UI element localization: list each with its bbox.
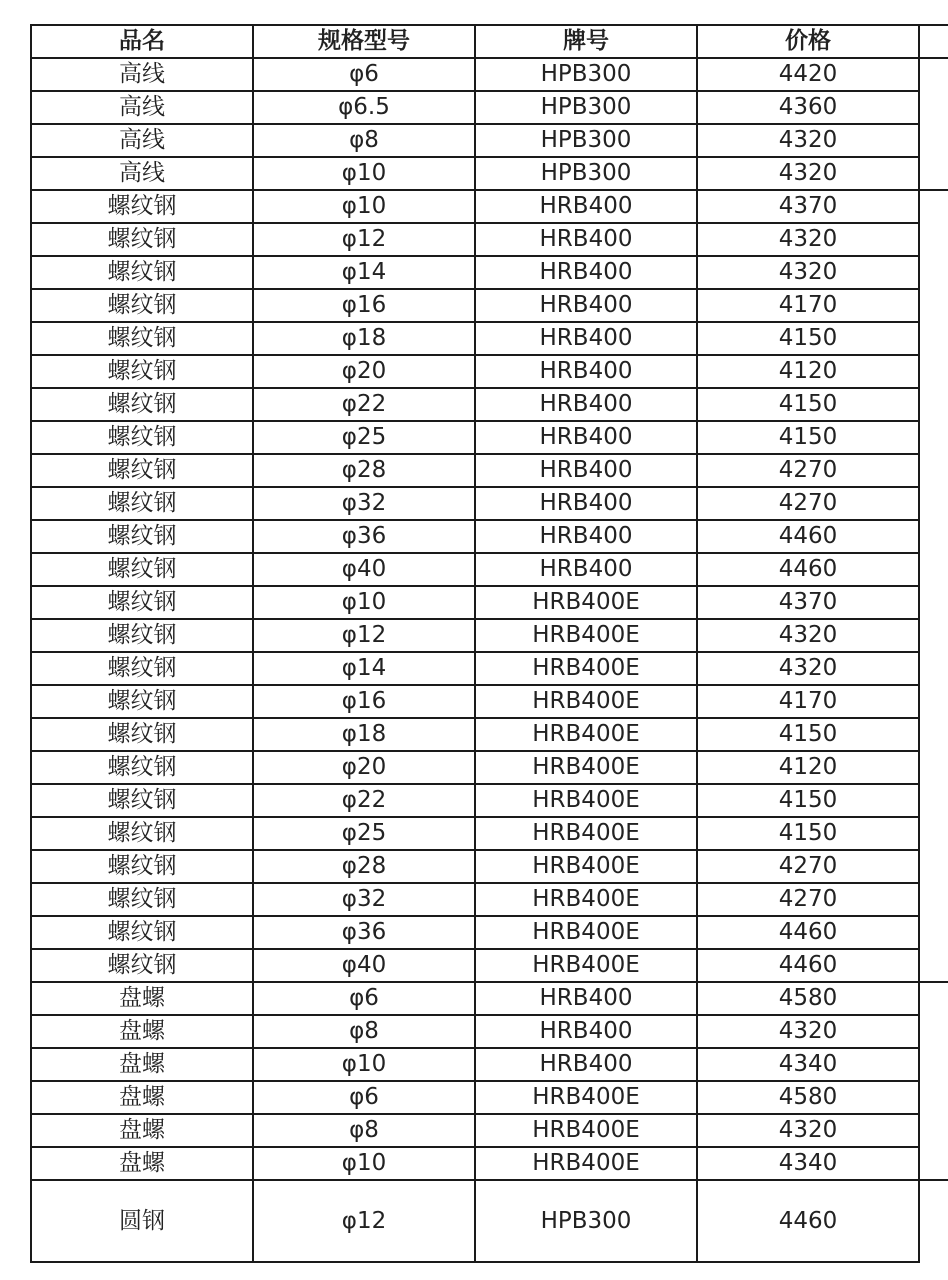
table-row [31, 652, 948, 685]
header-product-name: 品名 [31, 25, 253, 58]
table-row [31, 619, 948, 652]
extra-column-cell [919, 58, 948, 91]
grade-cell: HRB400 [475, 1048, 697, 1081]
table-row [31, 388, 948, 421]
table-row [31, 817, 948, 850]
table-row [31, 718, 948, 751]
price-cell: 4270 [697, 850, 919, 883]
product-name-cell: 盘螺 [31, 1015, 253, 1048]
extra-column-cell [919, 355, 948, 388]
grade-cell: HRB400E [475, 1147, 697, 1180]
extra-column-cell [919, 817, 948, 850]
product-name-cell: 螺纹钢 [31, 586, 253, 619]
spec-cell: φ6 [253, 1081, 475, 1114]
product-name-cell: 螺纹钢 [31, 817, 253, 850]
product-name-cell: 螺纹钢 [31, 553, 253, 586]
table-row [31, 751, 948, 784]
product-name-cell: 螺纹钢 [31, 454, 253, 487]
extra-column-cell [919, 916, 948, 949]
extra-column-cell [919, 883, 948, 916]
price-cell: 4460 [697, 553, 919, 586]
spec-cell: φ6 [253, 982, 475, 1015]
extra-column-cell [919, 718, 948, 751]
price-table-container [30, 24, 948, 1263]
grade-cell: HRB400E [475, 850, 697, 883]
table-row [31, 157, 948, 190]
price-cell: 4150 [697, 718, 919, 751]
spec-cell: φ12 [253, 223, 475, 256]
grade-cell: HRB400 [475, 487, 697, 520]
price-cell: 4320 [697, 124, 919, 157]
table-row [31, 553, 948, 586]
product-name-cell: 螺纹钢 [31, 256, 253, 289]
grade-cell: HRB400 [475, 421, 697, 454]
extra-column-cell [919, 1048, 948, 1081]
grade-cell: HRB400E [475, 586, 697, 619]
header-extra-column [919, 25, 948, 58]
grade-cell: HRB400 [475, 388, 697, 421]
product-name-cell: 盘螺 [31, 1147, 253, 1180]
spec-cell: φ28 [253, 454, 475, 487]
table-row [31, 1147, 948, 1180]
extra-column-cell [919, 751, 948, 784]
grade-cell: HRB400E [475, 652, 697, 685]
table-body [31, 58, 948, 1262]
price-cell: 4270 [697, 883, 919, 916]
spec-cell: φ18 [253, 718, 475, 751]
table-row [31, 190, 948, 223]
product-name-cell: 高线 [31, 157, 253, 190]
price-cell: 4580 [697, 1081, 919, 1114]
table-row [31, 256, 948, 289]
table-row [31, 322, 948, 355]
table-row [31, 124, 948, 157]
product-name-cell: 螺纹钢 [31, 289, 253, 322]
extra-column-cell [919, 586, 948, 619]
extra-column-cell [919, 520, 948, 553]
spec-cell: φ36 [253, 520, 475, 553]
grade-cell: HRB400E [475, 949, 697, 982]
price-cell: 4270 [697, 454, 919, 487]
product-name-cell: 螺纹钢 [31, 652, 253, 685]
grade-cell: HRB400E [475, 1081, 697, 1114]
product-name-cell: 盘螺 [31, 982, 253, 1015]
grade-cell: HRB400E [475, 1114, 697, 1147]
price-cell: 4170 [697, 685, 919, 718]
extra-column-cell [919, 157, 948, 190]
header-price: 价格 [697, 25, 919, 58]
product-name-cell: 螺纹钢 [31, 322, 253, 355]
product-name-cell: 螺纹钢 [31, 388, 253, 421]
price-cell: 4150 [697, 322, 919, 355]
product-name-cell: 螺纹钢 [31, 355, 253, 388]
spec-cell: φ10 [253, 1048, 475, 1081]
price-cell: 4580 [697, 982, 919, 1015]
product-name-cell: 螺纹钢 [31, 487, 253, 520]
extra-column-cell [919, 1015, 948, 1048]
product-name-cell: 螺纹钢 [31, 421, 253, 454]
grade-cell: HRB400E [475, 784, 697, 817]
spec-cell: φ32 [253, 883, 475, 916]
grade-cell: HRB400 [475, 1015, 697, 1048]
spec-cell: φ40 [253, 553, 475, 586]
extra-column-cell [919, 553, 948, 586]
spec-cell: φ8 [253, 1114, 475, 1147]
grade-cell: HRB400 [475, 355, 697, 388]
grade-cell: HPB300 [475, 124, 697, 157]
product-name-cell: 盘螺 [31, 1048, 253, 1081]
table-row [31, 982, 948, 1015]
price-cell: 4320 [697, 619, 919, 652]
table-row [31, 289, 948, 322]
table-row [31, 685, 948, 718]
table-row [31, 949, 948, 982]
price-cell: 4150 [697, 388, 919, 421]
grade-cell: HRB400E [475, 619, 697, 652]
price-cell: 4320 [697, 256, 919, 289]
grade-cell: HRB400E [475, 751, 697, 784]
grade-cell: HRB400 [475, 982, 697, 1015]
spec-cell: φ10 [253, 586, 475, 619]
product-name-cell: 高线 [31, 124, 253, 157]
product-name-cell: 螺纹钢 [31, 520, 253, 553]
price-cell: 4120 [697, 751, 919, 784]
spec-cell: φ12 [253, 1180, 475, 1262]
spec-cell: φ25 [253, 421, 475, 454]
spec-cell: φ14 [253, 652, 475, 685]
table-row [31, 355, 948, 388]
extra-column-cell [919, 982, 948, 1015]
extra-column-cell [919, 388, 948, 421]
table-row [31, 586, 948, 619]
price-cell: 4150 [697, 784, 919, 817]
extra-column-cell [919, 421, 948, 454]
steel-price-table [30, 24, 948, 1263]
product-name-cell: 高线 [31, 58, 253, 91]
spec-cell: φ16 [253, 289, 475, 322]
spec-cell: φ40 [253, 949, 475, 982]
table-row [31, 421, 948, 454]
spec-cell: φ10 [253, 190, 475, 223]
price-cell: 4320 [697, 1114, 919, 1147]
spec-cell: φ22 [253, 388, 475, 421]
table-header-row [31, 25, 948, 58]
product-name-cell: 螺纹钢 [31, 850, 253, 883]
extra-column-cell [919, 652, 948, 685]
product-name-cell: 螺纹钢 [31, 916, 253, 949]
grade-cell: HRB400E [475, 685, 697, 718]
table-row [31, 1114, 948, 1147]
spec-cell: φ10 [253, 1147, 475, 1180]
grade-cell: HRB400 [475, 190, 697, 223]
spec-cell: φ20 [253, 751, 475, 784]
header-grade: 牌号 [475, 25, 697, 58]
extra-column-cell [919, 322, 948, 355]
grade-cell: HRB400 [475, 256, 697, 289]
product-name-cell: 高线 [31, 91, 253, 124]
table-row [31, 784, 948, 817]
spec-cell: φ18 [253, 322, 475, 355]
spec-cell: φ28 [253, 850, 475, 883]
price-cell: 4320 [697, 223, 919, 256]
grade-cell: HRB400E [475, 916, 697, 949]
spec-cell: φ36 [253, 916, 475, 949]
extra-column-cell [919, 1147, 948, 1180]
product-name-cell: 螺纹钢 [31, 949, 253, 982]
extra-column-cell [919, 223, 948, 256]
table-row [31, 487, 948, 520]
product-name-cell: 盘螺 [31, 1081, 253, 1114]
spec-cell: φ20 [253, 355, 475, 388]
extra-column-cell [919, 91, 948, 124]
extra-column-cell [919, 949, 948, 982]
price-cell: 4460 [697, 949, 919, 982]
extra-column-cell [919, 850, 948, 883]
spec-cell: φ16 [253, 685, 475, 718]
spec-cell: φ32 [253, 487, 475, 520]
spec-cell: φ8 [253, 1015, 475, 1048]
price-cell: 4270 [697, 487, 919, 520]
price-cell: 4120 [697, 355, 919, 388]
spec-cell: φ22 [253, 784, 475, 817]
spec-cell: φ8 [253, 124, 475, 157]
product-name-cell: 螺纹钢 [31, 685, 253, 718]
price-cell: 4320 [697, 652, 919, 685]
table-row [31, 1048, 948, 1081]
spec-cell: φ12 [253, 619, 475, 652]
extra-column-cell [919, 289, 948, 322]
table-row [31, 58, 948, 91]
table-row [31, 520, 948, 553]
extra-column-cell [919, 1114, 948, 1147]
table-row [31, 1015, 948, 1048]
spec-cell: φ6.5 [253, 91, 475, 124]
grade-cell: HPB300 [475, 91, 697, 124]
price-cell: 4320 [697, 157, 919, 190]
price-cell: 4370 [697, 586, 919, 619]
extra-column-cell [919, 1180, 948, 1262]
price-cell: 4340 [697, 1048, 919, 1081]
extra-column-cell [919, 619, 948, 652]
spec-cell: φ14 [253, 256, 475, 289]
table-row [31, 91, 948, 124]
extra-column-cell [919, 190, 948, 223]
table-row [31, 223, 948, 256]
grade-cell: HRB400E [475, 718, 697, 751]
price-cell: 4150 [697, 421, 919, 454]
price-cell: 4170 [697, 289, 919, 322]
table-row [31, 1180, 948, 1262]
grade-cell: HRB400 [475, 520, 697, 553]
header-spec: 规格型号 [253, 25, 475, 58]
spec-cell: φ25 [253, 817, 475, 850]
table-row [31, 850, 948, 883]
price-cell: 4150 [697, 817, 919, 850]
extra-column-cell [919, 256, 948, 289]
price-cell: 4460 [697, 916, 919, 949]
price-cell: 4460 [697, 520, 919, 553]
grade-cell: HRB400 [475, 454, 697, 487]
price-cell: 4360 [697, 91, 919, 124]
grade-cell: HRB400E [475, 883, 697, 916]
price-cell: 4370 [697, 190, 919, 223]
table-row [31, 916, 948, 949]
grade-cell: HPB300 [475, 157, 697, 190]
table-row [31, 883, 948, 916]
extra-column-cell [919, 124, 948, 157]
product-name-cell: 螺纹钢 [31, 190, 253, 223]
price-cell: 4460 [697, 1180, 919, 1262]
grade-cell: HRB400 [475, 289, 697, 322]
grade-cell: HRB400 [475, 553, 697, 586]
extra-column-cell [919, 1081, 948, 1114]
product-name-cell: 螺纹钢 [31, 883, 253, 916]
product-name-cell: 螺纹钢 [31, 619, 253, 652]
price-cell: 4320 [697, 1015, 919, 1048]
spec-cell: φ6 [253, 58, 475, 91]
extra-column-cell [919, 784, 948, 817]
extra-column-cell [919, 487, 948, 520]
grade-cell: HRB400E [475, 817, 697, 850]
product-name-cell: 螺纹钢 [31, 718, 253, 751]
product-name-cell: 圆钢 [31, 1180, 253, 1262]
spec-cell: φ10 [253, 157, 475, 190]
price-cell: 4340 [697, 1147, 919, 1180]
grade-cell: HRB400 [475, 322, 697, 355]
product-name-cell: 螺纹钢 [31, 751, 253, 784]
table-row [31, 454, 948, 487]
product-name-cell: 盘螺 [31, 1114, 253, 1147]
extra-column-cell [919, 685, 948, 718]
product-name-cell: 螺纹钢 [31, 784, 253, 817]
table-row [31, 1081, 948, 1114]
price-cell: 4420 [697, 58, 919, 91]
grade-cell: HPB300 [475, 58, 697, 91]
grade-cell: HPB300 [475, 1180, 697, 1262]
grade-cell: HRB400 [475, 223, 697, 256]
extra-column-cell [919, 454, 948, 487]
product-name-cell: 螺纹钢 [31, 223, 253, 256]
